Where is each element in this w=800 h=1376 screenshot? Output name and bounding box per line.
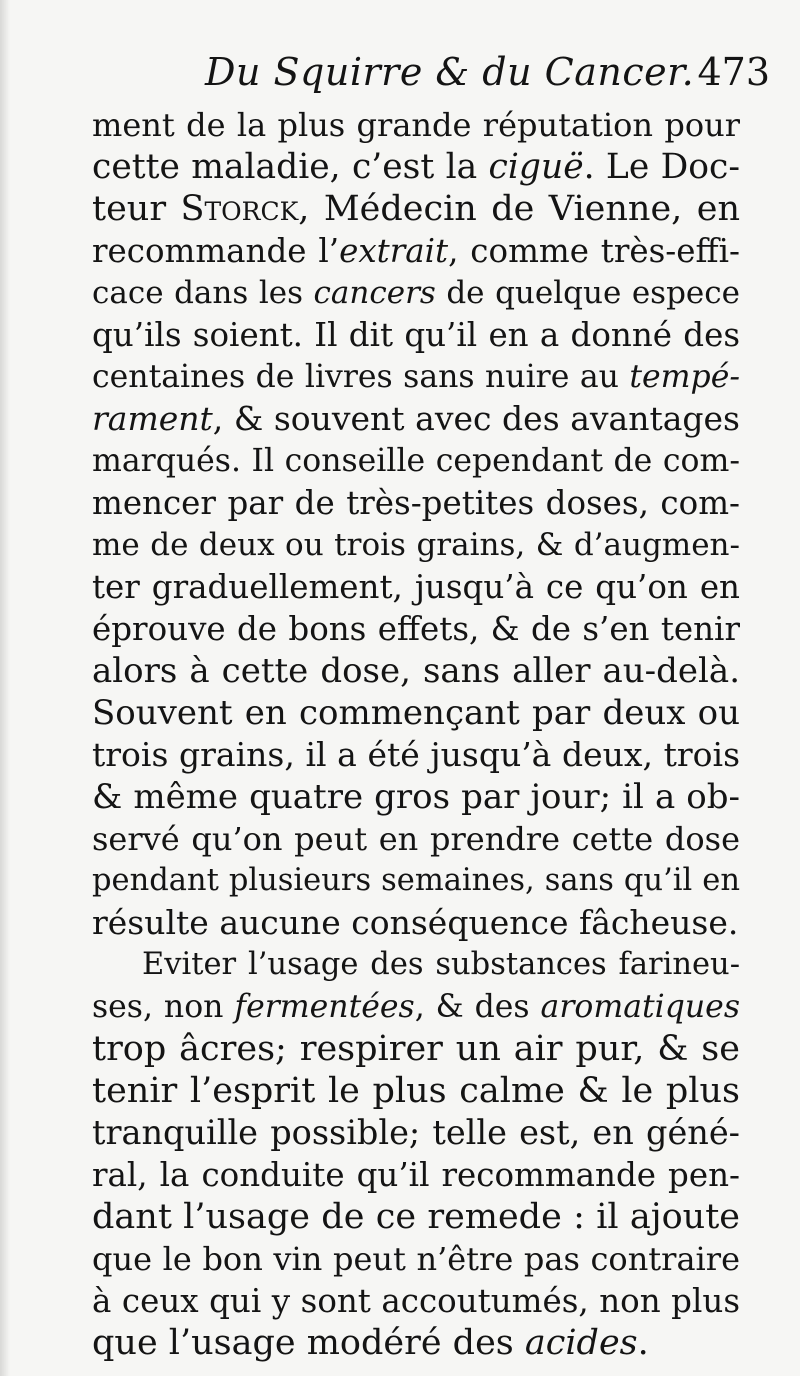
- text-line: tranquille possible; telle est, en géné-: [92, 1113, 740, 1152]
- text-line: servé qu’on peut en prendre cette dose: [92, 820, 740, 858]
- text-line: éprouve de bons effets, & de s’en tenir: [92, 610, 740, 648]
- italic-term: tempé-: [629, 359, 740, 395]
- text-line: [92, 986, 740, 1028]
- text-line: à ceux qui y sont accoutumés, non plus: [92, 1282, 740, 1320]
- italic-term: rament: [92, 399, 213, 438]
- text-line: qu’ils soient. Il dit qu’il en a donné des: [92, 316, 740, 354]
- italic-term: aromatiques: [540, 989, 740, 1025]
- text-line: marqués. Il conseille cependant de com-: [92, 443, 740, 479]
- text-line: [92, 230, 740, 272]
- text-line: ral, la conduite qu’il recommande pen-: [92, 1156, 740, 1194]
- text-segment: centaines de livres sans nuire au: [92, 359, 630, 395]
- running-title: Du Squirre & du Cancer.: [205, 50, 695, 94]
- text-line: [92, 272, 740, 314]
- italic-term: fermentées: [234, 989, 415, 1025]
- text-segment: teur: [92, 189, 181, 229]
- italic-term: cancers: [313, 275, 436, 311]
- text-segment: cette maladie, c’est la: [92, 147, 489, 187]
- text-line: [92, 188, 740, 230]
- text-segment: , & souvent avec des avantages: [212, 399, 740, 438]
- text-segment: recommande l’: [92, 232, 340, 270]
- text-line: [92, 146, 740, 188]
- author-name: Storck: [180, 189, 299, 229]
- text-line: Souvent en commençant par deux ou: [92, 693, 740, 733]
- page-header: [0, 44, 800, 100]
- italic-term: ciguë: [488, 147, 584, 187]
- text-segment: .: [637, 1323, 649, 1363]
- text-line: que le bon vin peut n’être pas contraire: [92, 1240, 740, 1278]
- text-line: me de deux ou trois grains, & d’augmen-: [92, 527, 740, 563]
- text-line: & même quatre gros par jour; il a ob-: [92, 777, 740, 817]
- text-line: mencer par de très-petites doses, com-: [92, 484, 740, 522]
- text-segment: cace dans les: [92, 275, 314, 311]
- text-line: ter graduellement, jusqu’à ce qu’on en: [92, 568, 740, 606]
- scan-edge-shadow: [0, 0, 10, 1376]
- text-line: tenir l’esprit le plus calme & le plus: [92, 1071, 740, 1111]
- page-body-text: [92, 104, 740, 1364]
- page-number: 473: [697, 50, 770, 94]
- text-segment: , Médecin de Vienne, en: [298, 189, 740, 229]
- text-line: Eviter l’usage des substances farineu-: [142, 947, 740, 982]
- text-line: [92, 1322, 740, 1364]
- text-line: pendant plusieurs semaines, sans qu’il en: [92, 863, 740, 898]
- text-line: [92, 398, 740, 440]
- text-line: alors à cette dose, sans aller au-delà.: [92, 651, 740, 691]
- text-segment: ses, non: [92, 989, 235, 1025]
- text-line: [92, 356, 740, 398]
- text-segment: . Le Doc-: [583, 147, 740, 187]
- text-segment: de quelque espece: [435, 275, 740, 311]
- italic-term: extrait: [339, 232, 449, 270]
- text-line: dant l’usage de ce remede : il ajoute: [92, 1197, 740, 1237]
- text-segment: , comme très-effi-: [448, 232, 740, 270]
- italic-term: acides: [524, 1323, 638, 1363]
- text-line: trois grains, il a été jusqu’à deux, trois: [92, 735, 740, 774]
- text-line: résulte aucune conséquence fâcheuse.: [92, 903, 739, 942]
- text-segment: , & des: [414, 989, 541, 1025]
- text-line: trop âcres; respirer un air pur, & se: [92, 1029, 740, 1069]
- text-segment: que l’usage modéré des: [92, 1323, 525, 1363]
- text-line: ment de la plus grande réputation pour: [92, 106, 740, 144]
